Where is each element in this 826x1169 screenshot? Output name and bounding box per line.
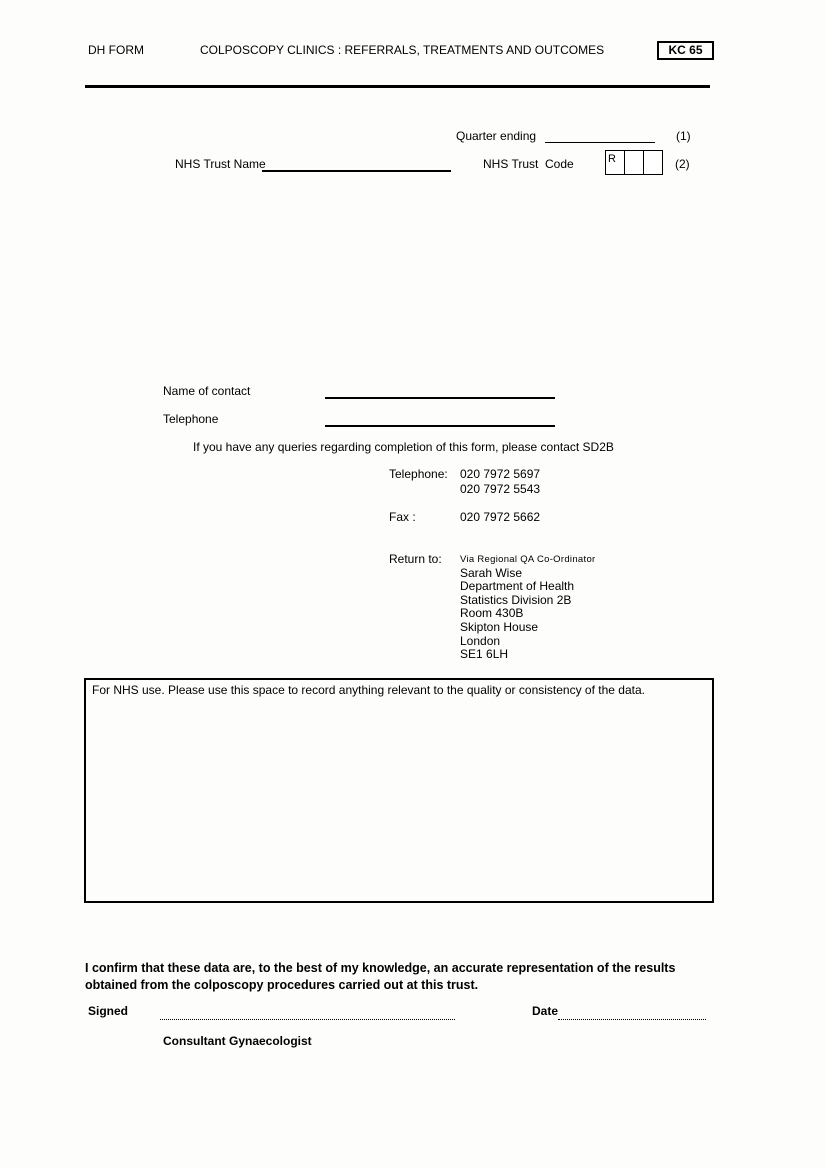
- quarter-ref-number: (1): [676, 129, 691, 143]
- return-address-line: London: [460, 633, 501, 648]
- return-address-line: Via Regional QA Co-Ordinator: [460, 554, 596, 565]
- nhs-use-box[interactable]: [84, 678, 714, 903]
- contact-name-field[interactable]: [325, 384, 555, 399]
- contact-telephone-label: Telephone: [163, 412, 219, 426]
- trust-code-field[interactable]: [605, 150, 663, 175]
- return-address-line: SE1 6LH: [460, 647, 509, 662]
- header-divider: [85, 85, 710, 88]
- form-code-badge: KC 65: [657, 41, 714, 60]
- confirmation-line-1: I confirm that these data are, to the best of my knowledge, an accurate representation of the results: [85, 961, 676, 975]
- return-address-line: Skipton House: [460, 619, 539, 634]
- queries-note: If you have any queries regarding completion of this form, please contact SD2B: [193, 440, 614, 454]
- date-label: Date: [532, 1004, 559, 1018]
- signed-label: Signed: [88, 1004, 129, 1018]
- signed-field[interactable]: [160, 1005, 455, 1020]
- nhs-use-note: For NHS use. Please use this space to record anything relevant to the quality or consistency of the data.: [92, 683, 645, 697]
- return-address: [460, 553, 596, 662]
- contact-telephone-field[interactable]: [325, 412, 555, 427]
- return-address-line: Sarah Wise: [460, 565, 523, 580]
- trust-code-label: NHS Trust Code: [483, 157, 574, 171]
- return-address-line: Department of Health: [460, 579, 575, 594]
- confirmation-statement: [85, 960, 685, 994]
- sd2b-telephone-number-2: 020 7972 5543: [460, 482, 541, 496]
- trust-code-ref-number: (2): [675, 157, 690, 171]
- quarter-ending-field[interactable]: [545, 129, 655, 143]
- trust-name-label: NHS Trust Name: [175, 157, 266, 171]
- return-address-line: Room 430B: [460, 606, 524, 621]
- quarter-ending-label: Quarter ending: [456, 129, 537, 143]
- sd2b-telephone-number-1: 020 7972 5697: [460, 467, 541, 481]
- trust-code-cell-2[interactable]: [625, 151, 644, 174]
- trust-code-cell-1[interactable]: R: [606, 151, 625, 174]
- contact-name-label: Name of contact: [163, 384, 251, 398]
- return-address-line: Statistics Division 2B: [460, 592, 572, 607]
- confirmation-line-2: obtained from the colposcopy procedures carried out at this trust.: [85, 978, 479, 992]
- fax-number: 020 7972 5662: [460, 510, 541, 524]
- date-field[interactable]: [558, 1005, 706, 1020]
- fax-label: Fax :: [389, 510, 416, 524]
- form-type-label: DH FORM: [88, 43, 144, 57]
- sd2b-telephone-numbers: [460, 467, 540, 497]
- page-title: COLPOSCOPY CLINICS : REFERRALS, TREATMENTS AND OUTCOMES: [200, 43, 605, 57]
- return-to-label: Return to:: [389, 552, 442, 566]
- trust-name-field[interactable]: [262, 157, 451, 172]
- sd2b-telephone-label: Telephone:: [389, 467, 448, 481]
- signatory-title: Consultant Gynaecologist: [163, 1034, 312, 1048]
- trust-code-cell-3[interactable]: [644, 151, 662, 174]
